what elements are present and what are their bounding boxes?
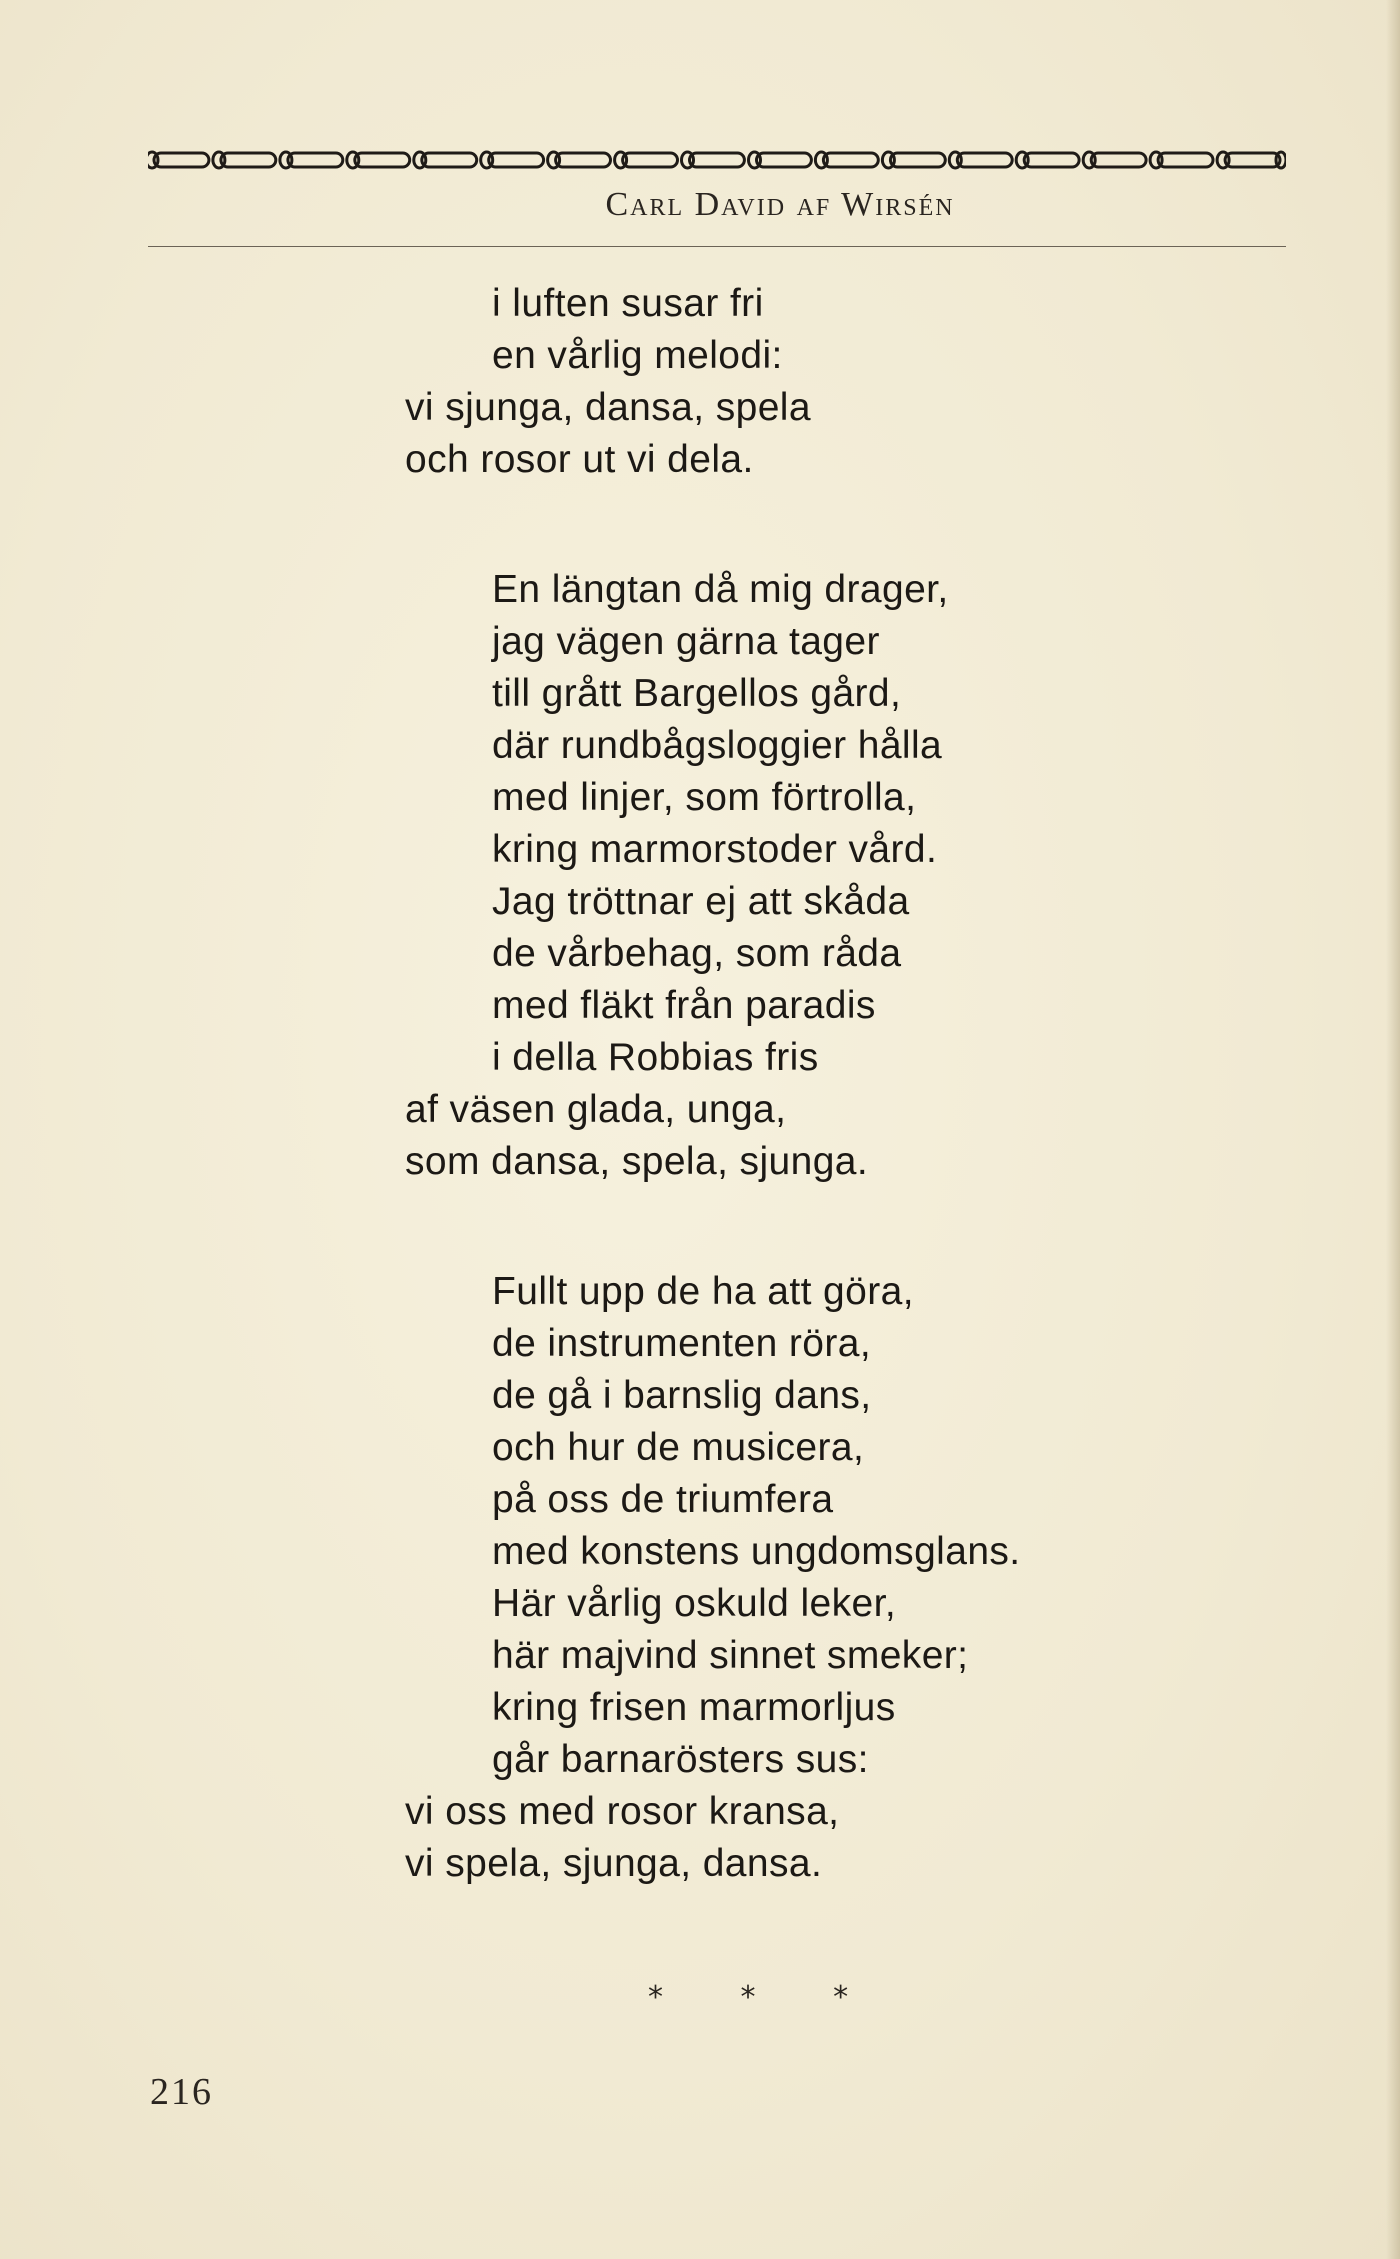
poem-line: och rosor ut vi dela. [405, 438, 754, 481]
poem-line: med fläkt från paradis [492, 984, 876, 1027]
poem-line: vi oss med rosor kransa, [405, 1790, 840, 1833]
section-break-asterisks: * * * [648, 1980, 883, 2015]
poem-line: i luften susar fri [492, 282, 764, 325]
poem-line: Jag tröttnar ej att skåda [492, 880, 910, 923]
poem-line: där rundbågsloggier hålla [492, 724, 943, 767]
poem-line: vi sjunga, dansa, spela [405, 386, 811, 429]
poem-line: de vårbehag, som råda [492, 932, 902, 975]
page-number: 216 [150, 2071, 213, 2113]
poem-line: går barnarösters sus: [492, 1738, 869, 1781]
header-rule [148, 246, 1286, 247]
poem-line: En längtan då mig drager, [492, 568, 949, 611]
running-head-title: Carl David af Wirsén [605, 186, 955, 223]
poem-line: vi spela, sjunga, dansa. [405, 1842, 823, 1885]
poem-line: i della Robbias fris [492, 1036, 819, 1079]
poem-line: Här vårlig oskuld leker, [492, 1582, 897, 1625]
poem-line: jag vägen gärna tager [492, 620, 880, 663]
poem-line: Fullt upp de ha att göra, [492, 1270, 914, 1313]
poem-line: på oss de triumfera [492, 1478, 834, 1521]
poem-line: kring frisen marmorljus [492, 1686, 896, 1729]
chain-ornament-border [148, 146, 1286, 174]
poem-line: af väsen glada, unga, [405, 1088, 787, 1131]
running-head [0, 186, 1400, 224]
poem-line: de instrumenten röra, [492, 1322, 872, 1365]
poem-line: kring marmorstoder vård. [492, 828, 938, 871]
poem-line: de gå i barnslig dans, [492, 1374, 872, 1417]
poem-line: till grått Bargellos gård, [492, 672, 902, 715]
page-edge-shadow [1386, 0, 1400, 2259]
poem-line: en vårlig melodi: [492, 334, 783, 377]
poem-line: med konstens ungdomsglans. [492, 1530, 1021, 1573]
poem-line: med linjer, som förtrolla, [492, 776, 917, 819]
poem-line: och hur de musicera, [492, 1426, 865, 1469]
poem-line: som dansa, spela, sjunga. [405, 1140, 869, 1183]
poem-line: här majvind sinnet smeker; [492, 1634, 969, 1677]
